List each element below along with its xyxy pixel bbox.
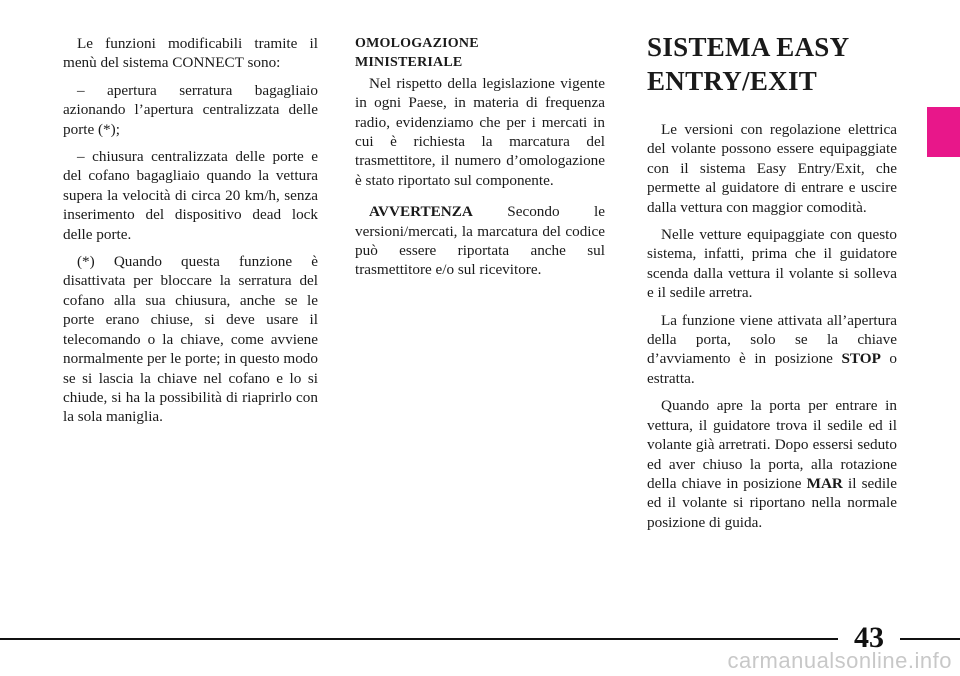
section-heading	[647, 30, 897, 98]
section-tab-marker	[927, 107, 960, 157]
page-number: 43	[854, 621, 884, 654]
key-position-mar: MAR	[806, 474, 843, 492]
warning-label: AVVERTENZA	[369, 203, 473, 221]
paragraph: Nelle vetture equipaggiate con questo sistema, infatti, prima che il guidatore scenda dalla vettura il volante si solleva e il sedile arretra.	[647, 226, 897, 302]
section-subheading	[355, 34, 605, 73]
warning-text: Secondo le versioni/mercati, la marcatura del codice può essere riportata anche sul trasmettitore e/o sul ricevitore.	[355, 203, 605, 279]
text-column-right	[647, 30, 897, 540]
key-position-stop: STOP	[841, 350, 881, 368]
paragraph	[647, 396, 897, 532]
text-run: o estratta.	[647, 350, 897, 387]
subheading-line: MINISTERIALE	[355, 55, 463, 71]
heading-line: SISTEMA EASY	[647, 32, 850, 62]
text-column-left	[63, 34, 318, 435]
watermark: carmanualsonline.info	[727, 648, 952, 673]
text-column-middle	[355, 34, 605, 288]
text-run: La funzione viene attivata all’apertura della porta, solo se la chiave d’avviamento è in posizione	[647, 311, 897, 368]
heading-line: ENTRY/EXIT	[647, 66, 818, 96]
paragraph: – apertura serratura bagagliaio azionando l’apertura centralizzata delle porte (*);	[63, 81, 318, 138]
text-run: Quando apre la porta per entrare in vettura, il guidatore trova il sedile ed il volante già arretrati. Dopo essersi seduto ed aver chiuso la porta, alla rotazione della chiave in posizione	[647, 397, 897, 492]
paragraph: Nel rispetto della legislazione vigente in ogni Paese, in materia di frequenza radio, evidenziamo che per i mercati in cui è richiesta la marcatura del trasmettitore, il numero d’omologazione è stato riportato sul componente.	[355, 74, 605, 189]
paragraph: (*) Quando questa funzione è disattivata per bloccare la serratura del cofano alla sua chiusura, anche se le porte erano chiuse, si deve usare il telecomando o la chiave, come avviene normalmente per le porte; in questo modo se si lascia la chiave nel cofano e lo si chiude, si ha la possibilità di riaprirlo con la sola maniglia.	[63, 253, 318, 426]
paragraph: – chiusura centralizzata delle porte e del cofano bagagliaio quando la vettura supera la velocità di circa 20 km/h, senza inserimento del dispositivo dead lock delle porte.	[63, 148, 318, 243]
paragraph: Le versioni con regolazione elettrica del volante possono essere equipaggiate con il sistema Easy Entry/Exit, che permette al guidatore di entrare e uscire dalla vettura con maggior comodità.	[647, 121, 897, 216]
paragraph	[647, 311, 897, 389]
warning-paragraph	[355, 202, 605, 280]
paragraph: Le funzioni modificabili tramite il menù del sistema CONNECT sono:	[63, 35, 318, 72]
text-run: il sedile ed il volante si riportano nella normale posizione di guida.	[647, 474, 897, 531]
footer-rule	[0, 638, 960, 640]
subheading-line: OMOLOGAZIONE	[355, 36, 479, 51]
